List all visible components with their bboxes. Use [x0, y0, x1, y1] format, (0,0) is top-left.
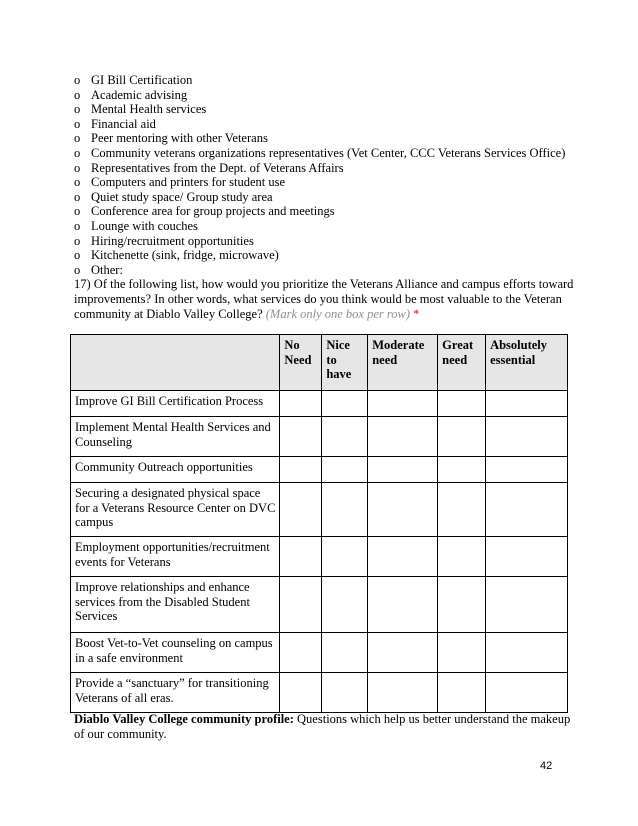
grid-row-label: Securing a designated physical space for a Veterans Resource Center on DVC campus	[71, 483, 280, 537]
priority-grid	[70, 334, 568, 713]
option-bullet: o	[74, 175, 81, 190]
option-item	[74, 248, 574, 263]
grid-row-label: Boost Vet-to-Vet counseling on campus in a safe environment	[71, 633, 280, 673]
grid-corner-cell	[71, 335, 280, 391]
grid-answer-cell[interactable]	[280, 391, 322, 417]
grid-answer-cell[interactable]	[280, 577, 322, 633]
grid-column-header: No Need	[280, 335, 322, 391]
grid-row	[71, 457, 568, 483]
option-label: Mental Health services	[91, 102, 207, 117]
grid-column-header: Great need	[438, 335, 486, 391]
option-label: Computers and printers for student use	[91, 175, 286, 190]
grid-row-label: Implement Mental Health Services and Counseling	[71, 417, 280, 457]
grid-answer-cell[interactable]	[486, 483, 568, 537]
option-label: Other:	[91, 262, 123, 277]
grid-row-label: Community Outreach opportunities	[71, 457, 280, 483]
grid-answer-cell[interactable]	[438, 673, 486, 713]
required-mark: *	[413, 306, 420, 321]
option-label: Financial aid	[91, 116, 156, 131]
option-label: Conference area for group projects and meetings	[91, 204, 335, 219]
option-bullet: o	[74, 218, 81, 233]
option-bullet: o	[74, 233, 81, 248]
grid-row-label: Employment opportunities/recruitment events for Veterans	[71, 537, 280, 577]
option-item	[74, 146, 574, 161]
grid-answer-cell[interactable]	[438, 577, 486, 633]
option-item	[74, 204, 574, 219]
grid-answer-cell[interactable]	[368, 417, 438, 457]
option-item	[74, 161, 574, 176]
grid-answer-cell[interactable]	[486, 633, 568, 673]
option-bullet: o	[74, 189, 81, 204]
option-label: GI Bill Certification	[91, 73, 193, 87]
option-bullet: o	[74, 87, 81, 102]
grid-answer-cell[interactable]	[438, 483, 486, 537]
community-profile-intro	[74, 712, 574, 741]
grid-answer-cell[interactable]	[368, 673, 438, 713]
page-number: 42	[540, 760, 553, 772]
option-bullet: o	[74, 116, 81, 131]
option-item	[74, 102, 574, 117]
grid-column-header: Absolutely essential	[486, 335, 568, 391]
grid-answer-cell[interactable]	[322, 483, 368, 537]
option-label: Hiring/recruitment opportunities	[91, 233, 254, 248]
grid-answer-cell[interactable]	[438, 417, 486, 457]
grid-answer-cell[interactable]	[322, 457, 368, 483]
grid-answer-cell[interactable]	[486, 577, 568, 633]
grid-answer-cell[interactable]	[322, 417, 368, 457]
survey-page	[74, 73, 574, 321]
grid-row	[71, 673, 568, 713]
option-bullet: o	[74, 248, 81, 263]
option-bullet: o	[74, 262, 81, 277]
grid-answer-cell[interactable]	[280, 417, 322, 457]
option-bullet: o	[74, 102, 81, 117]
option-bullet: o	[74, 73, 81, 87]
option-item	[74, 73, 574, 88]
question-17	[74, 277, 574, 321]
grid-answer-cell[interactable]	[368, 633, 438, 673]
grid-answer-cell[interactable]	[280, 633, 322, 673]
option-bullet: o	[74, 131, 81, 146]
grid-answer-cell[interactable]	[438, 391, 486, 417]
grid-row	[71, 391, 568, 417]
option-label: Lounge with couches	[91, 218, 198, 233]
grid-row	[71, 577, 568, 633]
grid-row	[71, 633, 568, 673]
grid-answer-cell[interactable]	[486, 537, 568, 577]
option-label: Peer mentoring with other Veterans	[91, 131, 268, 146]
grid-row-label: Improve GI Bill Certification Process	[71, 391, 280, 417]
grid-row-label: Improve relationships and enhance services from the Disabled Student Services	[71, 577, 280, 633]
option-label: Community veterans organizations representatives (Vet Center, CCC Veterans Services Office)	[91, 145, 566, 160]
option-bullet: o	[74, 145, 81, 160]
grid-answer-cell[interactable]	[486, 417, 568, 457]
question-17-hint: (Mark only one box per row)	[265, 306, 411, 321]
option-label: Academic advising	[91, 87, 188, 102]
profile-heading: Diablo Valley College community profile:	[74, 712, 294, 726]
option-bullet: o	[74, 160, 81, 175]
service-options-list	[74, 73, 574, 277]
grid-answer-cell[interactable]	[280, 457, 322, 483]
grid-answer-cell[interactable]	[322, 537, 368, 577]
option-label: Representatives from the Dept. of Veterans Affairs	[91, 160, 344, 175]
grid-answer-cell[interactable]	[322, 633, 368, 673]
grid-answer-cell[interactable]	[486, 457, 568, 483]
option-item	[74, 88, 574, 103]
grid-answer-cell[interactable]	[438, 537, 486, 577]
grid-row	[71, 483, 568, 537]
grid-row-label: Provide a “sanctuary” for transitioning Veterans of all eras.	[71, 673, 280, 713]
grid-answer-cell[interactable]	[280, 673, 322, 713]
grid-answer-cell[interactable]	[368, 457, 438, 483]
grid-answer-cell[interactable]	[322, 577, 368, 633]
option-item	[74, 219, 574, 234]
grid-answer-cell[interactable]	[368, 537, 438, 577]
option-item	[74, 190, 574, 205]
option-item	[74, 234, 574, 249]
question-17-text: 17) Of the following list, how would you prioritize the Veterans Alliance and campus efforts toward improvements? In other words, what services do you think would be most valuable to the Veteran community at Diablo Valley College?	[74, 277, 574, 321]
grid-answer-cell[interactable]	[486, 391, 568, 417]
grid-row	[71, 537, 568, 577]
option-item	[74, 263, 574, 278]
grid-answer-cell[interactable]	[322, 391, 368, 417]
grid-column-header: Nice to have	[322, 335, 368, 391]
option-label: Kitchenette (sink, fridge, microwave)	[91, 248, 279, 263]
grid-row	[71, 417, 568, 457]
grid-answer-cell[interactable]	[280, 483, 322, 537]
grid-answer-cell[interactable]	[280, 537, 322, 577]
grid-answer-cell[interactable]	[438, 457, 486, 483]
grid-column-header: Moderate need	[368, 335, 438, 391]
grid-answer-cell[interactable]	[368, 577, 438, 633]
grid-answer-cell[interactable]	[486, 673, 568, 713]
profile-text: Questions which help us better understand the makeup of our community.	[74, 712, 571, 741]
option-item	[74, 117, 574, 132]
option-label: Quiet study space/ Group study area	[91, 189, 273, 204]
option-item	[74, 175, 574, 190]
grid-answer-cell[interactable]	[368, 391, 438, 417]
grid-answer-cell[interactable]	[438, 633, 486, 673]
grid-answer-cell[interactable]	[368, 483, 438, 537]
grid-answer-cell[interactable]	[322, 673, 368, 713]
option-item	[74, 131, 574, 146]
option-bullet: o	[74, 204, 81, 219]
